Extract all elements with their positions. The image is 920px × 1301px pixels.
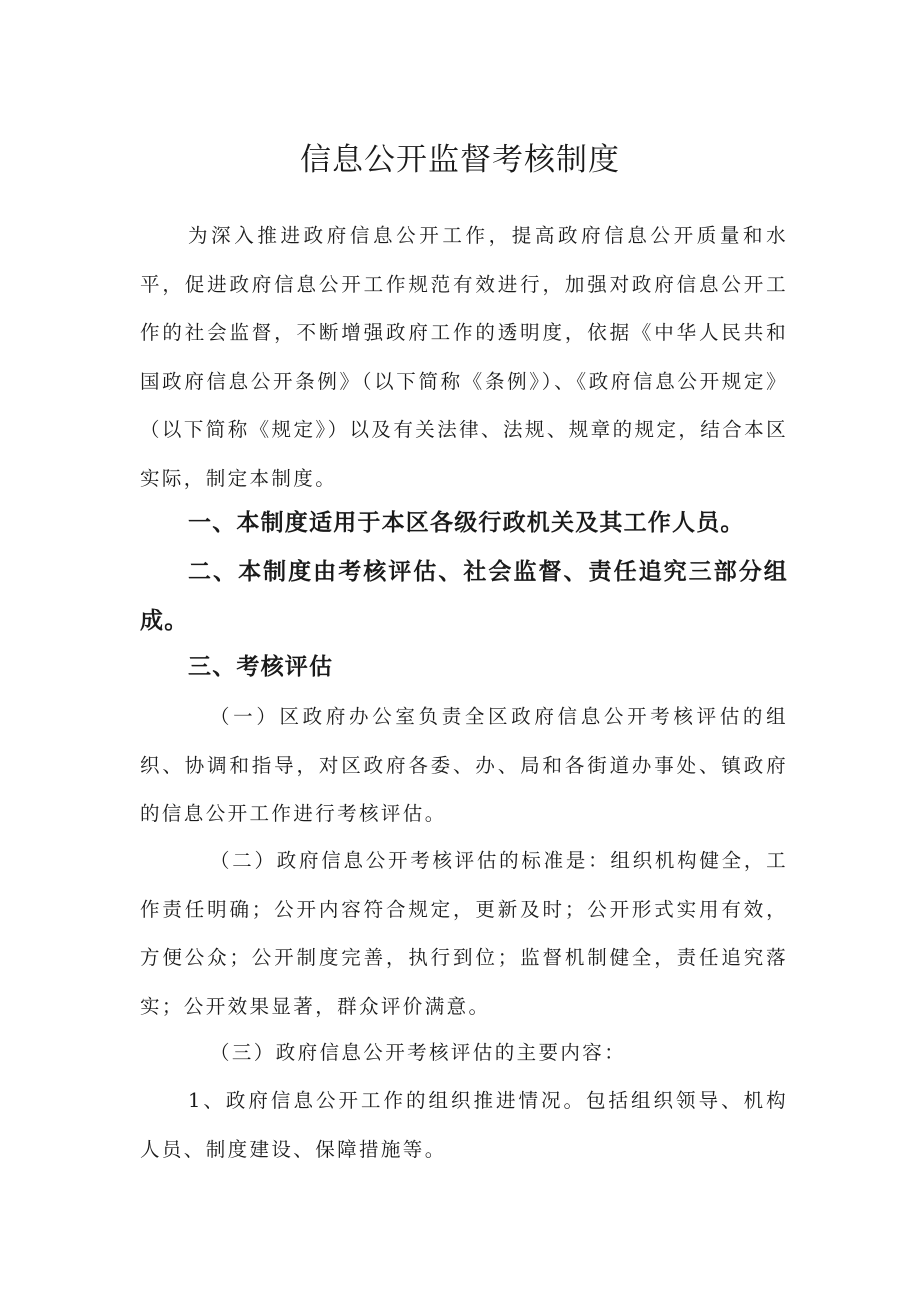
point-one-paragraph: 1、政府信息公开工作的组织推进情况。包括组织领导、机构人员、制度建设、保障措施等。 bbox=[140, 1089, 788, 1161]
document-title: 信息公开监督考核制度 bbox=[300, 142, 620, 178]
section-one-heading: 一、本制度适用于本区各级行政机关及其工作人员。 bbox=[188, 510, 745, 536]
subsection-one-paragraph: （一）区政府办公室负责全区政府信息公开考核评估的组织、协调和指导，对区政府各委、办、局和各街道办事处、镇政府的信息公开工作进行考核评估。 bbox=[140, 705, 788, 825]
subsection-two-paragraph: （二）政府信息公开考核评估的标准是：组织机构健全，工作责任明确；公开内容符合规定，更新及时；公开形式实用有效，方便公众；公开制度完善，执行到位；监督机制健全，责任追究落实；公开效果显著，群众评价满意。 bbox=[140, 849, 788, 1018]
subsection-three-paragraph: （三）政府信息公开考核评估的主要内容： bbox=[210, 1041, 627, 1064]
intro-paragraph: 为深入推进政府信息公开工作，提高政府信息公开质量和水平，促进政府信息公开工作规范有效进行，加强对政府信息公开工作的社会监督，不断增强政府工作的透明度，依据《中华人民共和国政府信息公开条例》（以下简称《条例》）、《政府信息公开规定》（以下简称《规定》）以及有关法律、法规、规章的规定，结合本区实际，制定本制度。 bbox=[140, 224, 788, 490]
section-three-heading: 三、考核评估 bbox=[188, 654, 334, 680]
section-two-heading: 二、本制度由考核评估、社会监督、责任追究三部分组成。 bbox=[140, 559, 788, 634]
